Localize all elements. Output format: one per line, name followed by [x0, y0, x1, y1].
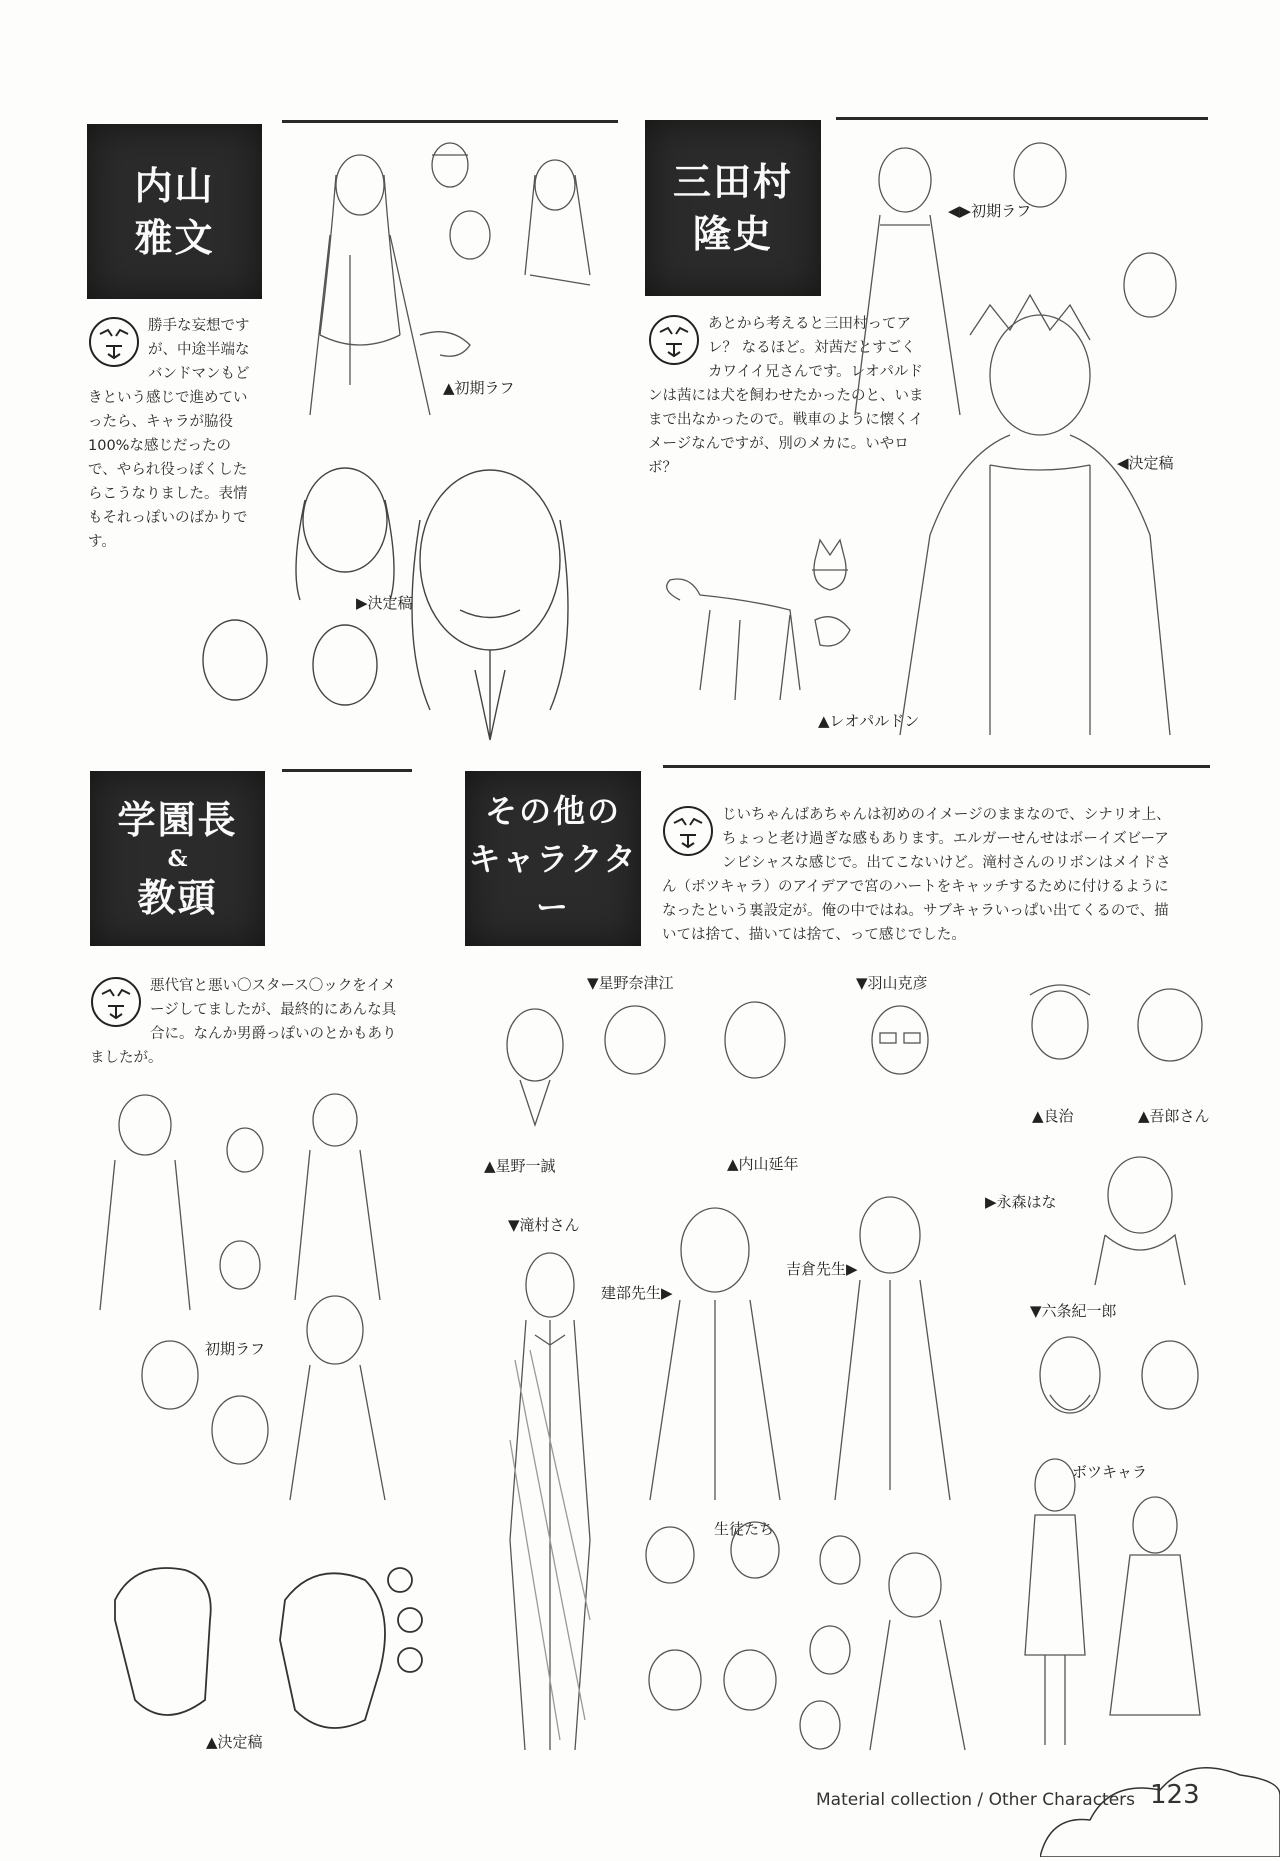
sketch-students: [620, 1530, 990, 1760]
title-uchiyama-line2: 雅文: [134, 214, 215, 260]
title-others-line2: キャラクター: [468, 839, 638, 926]
artist-seal-icon: [648, 314, 700, 366]
sketch-uchiyama-final: [190, 440, 610, 740]
sketch-nagamori: [1075, 1135, 1205, 1285]
label-mitamura-final: ◀決定稿: [1117, 454, 1174, 472]
label-principal-rough: 初期ラフ: [205, 1340, 266, 1358]
sketch-others-faces-row: [480, 985, 1230, 1135]
sketch-teachers: [640, 1190, 970, 1510]
sketch-botsu-maids: [1010, 1455, 1210, 1755]
rule-uchiyama: [282, 120, 618, 123]
label-rokujo: ▼六条紀一郎: [1030, 1302, 1117, 1320]
title-uchiyama: [87, 124, 262, 299]
title-others: [465, 771, 641, 946]
comment-others-text: じいちゃんばあちゃんは初めのイメージのままなので、シナリオ上、ちょっと老け過ぎな感もあります。エルガーせんせはボーイズビーアンビシャスな感じで。出てこないけど。滝村さんのリボンはメイドさん（ボツキャラ）のアイデアで宮のハートをキャッチするために付けるようになったという裏設定が。俺の中ではね。サブキャラいっぱい出てくるので、描いては捨て、描いては捨て、って感じでした。: [662, 807, 1171, 943]
title-uchiyama-line1: 内山: [134, 162, 215, 208]
rule-mitamura: [836, 117, 1208, 120]
label-hoshino-issei: ▲星野一誠: [484, 1157, 556, 1175]
comment-others: [662, 803, 1182, 947]
label-hoshino-natsue: ▼星野奈津江: [587, 974, 674, 992]
label-goro: ▲吾郎さん: [1138, 1107, 1210, 1125]
label-tatebe: 建部先生▶: [601, 1284, 673, 1302]
title-principal-amp: &: [167, 845, 188, 872]
artist-seal-icon: [90, 976, 142, 1028]
sketch-principal-final: [95, 1560, 425, 1740]
title-principal: [90, 771, 265, 946]
sketch-mitamura: [840, 135, 1210, 745]
title-principal-line1: 学園長: [117, 796, 238, 842]
label-botsu: ボツキャラ: [1072, 1463, 1148, 1481]
label-yoshikura: 吉倉先生▶: [786, 1260, 858, 1278]
title-others-line1: その他の: [484, 791, 621, 830]
comment-principal: [90, 974, 400, 1070]
label-uchiyama-nobutoshi: ▲内山延年: [727, 1155, 799, 1173]
label-nagamori: ▶永森はな: [985, 1193, 1057, 1211]
rule-others: [663, 765, 1210, 768]
title-mitamura: [645, 120, 821, 296]
label-mitamura-dog: ▲レオパルドン: [818, 712, 920, 730]
artist-seal-icon: [88, 316, 140, 368]
label-students: 生徒たち: [714, 1520, 775, 1538]
label-uchiyama-rough: ▲初期ラフ: [443, 379, 515, 397]
label-principal-final: ▲決定稿: [206, 1733, 263, 1751]
comment-mitamura-text: あとから考えると三田村ってアレ？ なるほど。対茜だとすごくカワイイ兄さんです。レオパルドンは茜には犬を飼わせたかったのと、いままで出なかったので。戦車のように懐くイメージなんですが、別のメカに。いやロボ？: [648, 316, 924, 476]
title-mitamura-line2: 隆史: [692, 211, 773, 256]
comment-principal-text: 悪代官と悪い〇スタース〇ックをイメージしてましたが、最終的にあんな具合に。なんか男爵っぽいのとかもありましたが。: [90, 978, 397, 1066]
sketch-rokujo: [1025, 1325, 1215, 1445]
label-takimura: ▼滝村さん: [508, 1216, 580, 1234]
title-principal-line2: 教頭: [137, 874, 218, 920]
label-ryoji: ▲良治: [1032, 1107, 1074, 1125]
rule-principal: [282, 769, 412, 772]
comment-uchiyama-text: 勝手な妄想ですが、中途半端なバンドマンもどきという感じで進めていったら、キャラが脇役100%な感じだったので、やられ役っぽくしたらこうなりました。表情もそれっぽいのばかりです。: [88, 318, 250, 550]
sketch-principal-rough: [90, 1090, 410, 1510]
title-mitamura-line1: 三田村: [672, 159, 793, 204]
page-number: 123: [1150, 1780, 1200, 1810]
footer-caption: Material collection / Other Characters: [816, 1790, 1136, 1810]
label-hayama: ▼羽山克彦: [856, 974, 928, 992]
label-mitamura-rough: ◀▶初期ラフ: [948, 202, 1032, 220]
sketch-takimura: [490, 1240, 610, 1760]
artist-seal-icon: [662, 805, 714, 857]
label-uchiyama-final: ▶決定稿: [356, 594, 413, 612]
